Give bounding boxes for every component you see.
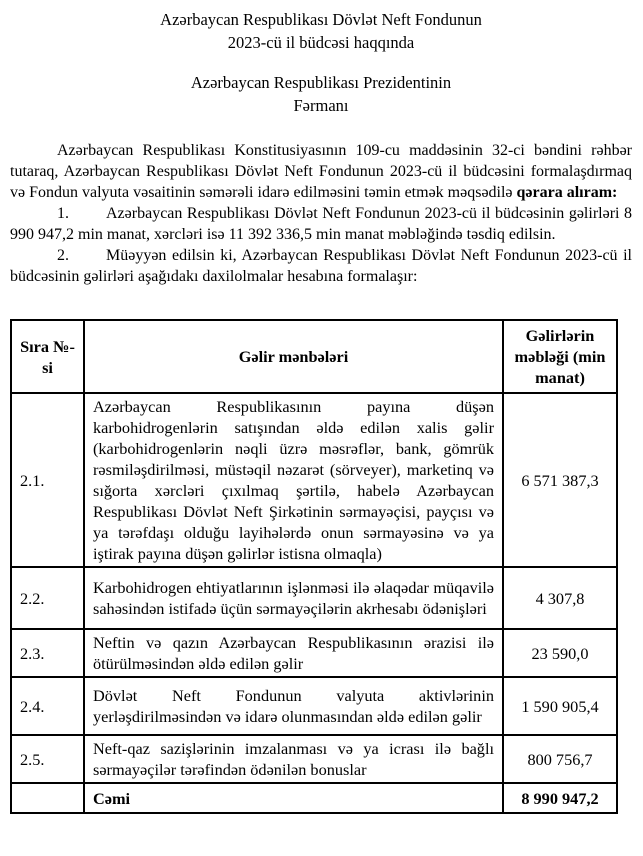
table-row [11,677,617,735]
decree-item-2-number: 2. [57,247,69,264]
revenue-source-cell: Karbohidrogen ehtiyatlarının işlənməsi ilə əlaqədar müqavilə sahəsindən istifadə üçün sərmayəçilərin akrhesabı ödənişləri [84,567,503,629]
revenue-source-cell: Dövlət Neft Fondunun valyuta aktivlərinin yerləşdirilməsindən və idarə olunmasından əldə edilən gəlir [84,677,503,735]
decree-item-1 [10,203,632,245]
decree-heading [10,72,632,117]
header-amount: Gəlirlərin məbləği (min manat) [503,320,617,393]
intro-paragraph [10,140,632,203]
revenue-source-cell: Azərbaycan Respublikasının payına düşən karbohidrogenlərin satışından əldə edilən xalis gəlir (karbohidrogenlərin nəqli üzrə məsrəflər, bank, gömrük rəsmiləşdirilməsi, müstəqil nəzarət (sörveyer), marketinq və sığorta xərcləri çıxılmaq şərtilə, habelə Azərbaycan Respublikası Dövlət Neft Şirkətinin sərmayəçisi, payçısı və ya tərəfdaşı olduğu layihələrdə onun sərmayəsinə və ya iştirak payına düşən gəlirlər istisna olmaqla) [84,393,503,567]
row-number-cell: 2.4. [11,677,84,735]
amount-cell: 6 571 387,3 [503,393,617,567]
decree-item-2-text: Müəyyən edilsin ki, Azərbaycan Respublikası Dövlət Neft Fondunun 2023-cü il büdcəsinin gəlirləri aşağıdakı daxilolmalar hesabına formalaşır: [10,247,632,285]
table-row [11,629,617,677]
row-number-cell: 2.5. [11,735,84,783]
table-row [11,735,617,783]
decree-item-2 [10,245,632,287]
table-header-row [11,320,617,393]
table-row [11,567,617,629]
total-amount-cell: 8 990 947,2 [503,783,617,813]
decree-heading-line-2: Fərmanı [293,95,349,115]
total-empty-cell [11,783,84,813]
document-title-line-1: Azərbaycan Respublikası Dövlət Neft Fondunun [160,10,482,29]
row-number-cell: 2.2. [11,567,84,629]
amount-cell: 4 307,8 [503,567,617,629]
decree-item-1-number: 1. [57,205,69,222]
revenue-table [10,319,618,814]
amount-cell: 800 756,7 [503,735,617,783]
row-number-cell: 2.3. [11,629,84,677]
amount-cell: 1 590 905,4 [503,677,617,735]
revenue-source-cell: Neftin və qazın Azərbaycan Respublikasının ərazisi ilə ötürülməsindən əldə edilən gəlir [84,629,503,677]
amount-cell: 23 590,0 [503,629,617,677]
total-label-cell: Cəmi [84,783,503,813]
intro-bold-phrase: qərara alıram: [516,184,618,201]
intro-text: Azərbaycan Respublikası Konstitusiyasının 109-cu maddəsinin 32-ci bəndini rəhbər tutaraq, Azərbaycan Respublikası Dövlət Neft Fondunun 2023-cü il büdcəsini formalaşdırmaq və Fondun valyuta vəsaitinin səmərəli idarə edilməsini təmin etmək məqsədilə [10,142,632,201]
document-title [10,9,632,54]
header-row-number: Sıra №-si [11,320,84,393]
document-title-line-2: 2023-cü il büdcəsi haqqında [227,32,415,52]
decree-heading-line-1: Azərbaycan Respublikası Prezidentinin [190,73,452,92]
decree-item-1-text: Azərbaycan Respublikası Dövlət Neft Fondunun 2023-cü il büdcəsinin gəlirləri 8 990 947,2 min manat, xərcləri isə 11 392 336,5 min manat məbləğində təsdiq edilsin. [10,205,632,243]
revenue-source-cell: Neft-qaz sazişlərinin imzalanması və ya icrası ilə bağlı sərmayəçilər tərəfindən ödənilən bonuslar [84,735,503,783]
header-revenue-source: Gəlir mənbələri [84,320,503,393]
decree-body [10,140,632,287]
row-number-cell: 2.1. [11,393,84,567]
table-total-row [11,783,617,813]
table-row [11,393,617,567]
